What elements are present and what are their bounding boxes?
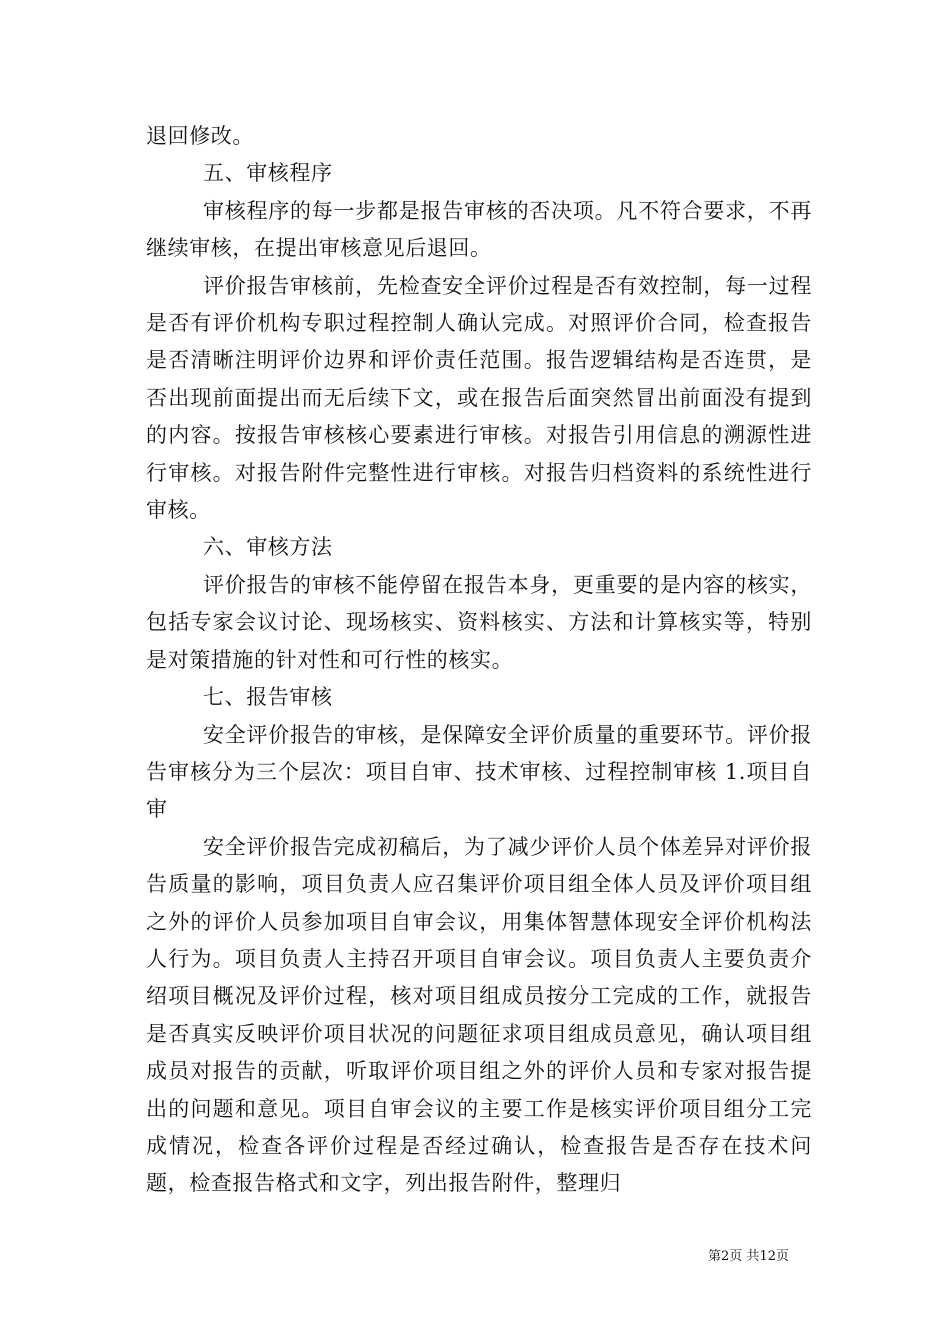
paragraph: 审核程序的每一步都是报告审核的否决项。凡不符合要求，不再继续审核，在提出审核意见后退回。 (146, 198, 812, 261)
paragraph: 退回修改。 (146, 124, 254, 148)
footer-total-pages: 12 (759, 1249, 776, 1264)
page-footer (708, 1248, 789, 1266)
paragraph: 安全评价报告完成初稿后，为了减少评价人员个体差异对评价报告质量的影响，项目负责人应召集评价项目组全体人员及评价项目组之外的评价人员参加项目自审会议，用集体智慧体现安全评价机构法人行为。项目负责人主持召开项目自审会议。项目负责人主要负责介绍项目概况及评价过程，核对项目组成员按分工完成的工作，就报告是否真实反映评价项目状况的问题征求项目组成员意见，确认项目组成员对报告的贡献，听取评价项目组之外的评价人员和专家对报告提出的问题和意见。项目自审会议的主要工作是核实评价项目组分工完成情况，检查各评价过程是否经过确认，检查报告是否存在技术问题，检查报告格式和文字，列出报告附件，整理归 (146, 834, 812, 1196)
paragraph: 评价报告审核前，先检查安全评价过程是否有效控制，每一过程是否有评价机构专职过程控制人确认完成。对照评价合同，检查报告是否清晰注明评价边界和评价责任范围。报告逻辑结构是否连贯，是否出现前面提出而无后续下文，或在报告后面突然冒出前面没有提到的内容。按报告审核核心要素进行审核。对报告引用信息的溯源性进行审核。对报告附件完整性进行审核。对报告归档资料的系统性进行审核。 (146, 273, 812, 523)
section-heading-review-procedure: 五、审核程序 (203, 161, 333, 186)
footer-suffix: 页 (775, 1249, 789, 1264)
footer-current-page: 2 (721, 1249, 730, 1264)
paragraph: 安全评价报告的审核，是保障安全评价质量的重要环节。评价报告审核分为三个层次：项目自审、技术审核、过程控制审核 1.项目自审 (146, 722, 812, 822)
document-body (146, 118, 812, 1203)
paragraph: 评价报告的审核不能停留在报告本身，更重要的是内容的核实，包括专家会议讨论、现场核实、资料核实、方法和计算核实等，特别是对策措施的针对性和可行性的核实。 (146, 572, 812, 672)
footer-middle: 页 共 (729, 1249, 760, 1264)
section-heading-review-method: 六、审核方法 (203, 535, 333, 560)
footer-prefix: 第 (708, 1249, 722, 1264)
section-heading-report-review: 七、报告审核 (203, 685, 333, 710)
